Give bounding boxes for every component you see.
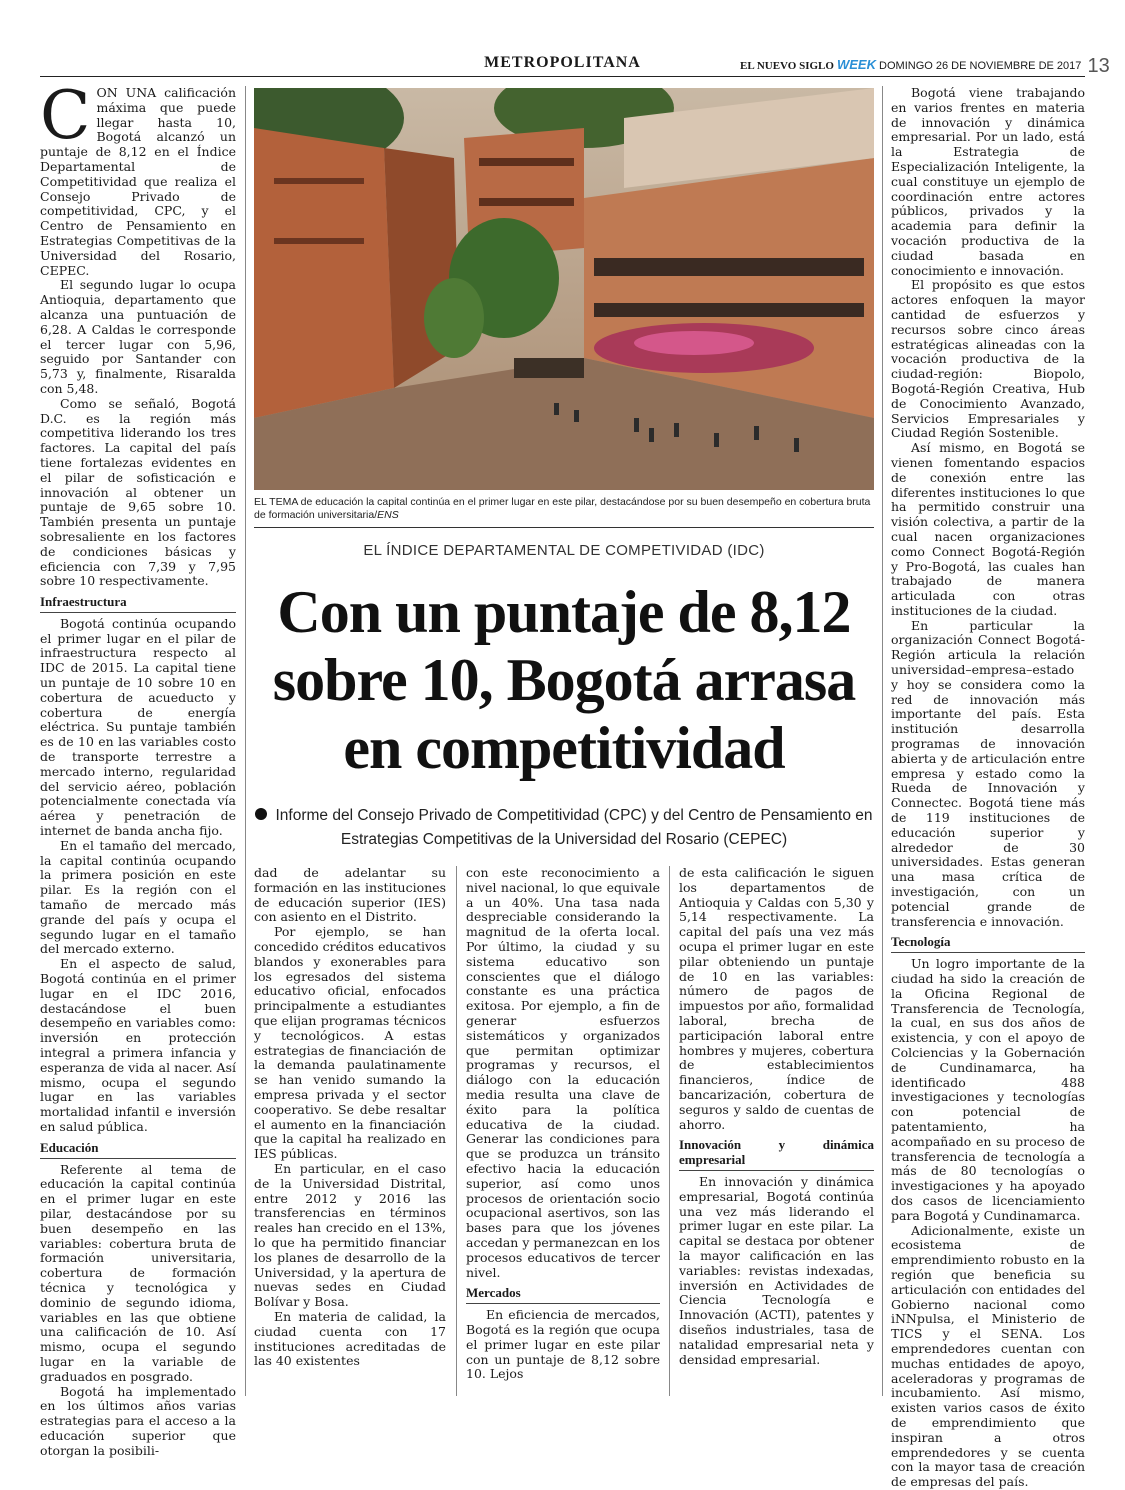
paragraph: En innovación y dinámica empresarial, Bogotá continúa una vez más liderando el primer lugar en este pilar. La capital se destaca por obtener la mayor calificación en las variables: revistas indexadas, inversión en Actividades de Ciencia Tecnología e Innovación (ACTI), patentes y diseños industriales, tasa de natalidad empresarial neta y densidad empresarial. (679, 1173, 874, 1367)
paragraph: Bogotá viene trabajando en varios frentes en materia de innovación y dinámica empresarial. Por un lado, está la Estrategia de Especialización Inteligente, la cual constituye un ejemplo de coordinación entre actores públicos, privados y la academia para definir la vocación productiva de la ciudad basada en conocimiento e innovación. (891, 85, 1085, 278)
paragraph: de esta calificación le siguen los departamentos de Antioquia y Caldas con 5,30 y 5,14 respectivamente. La capital del país una vez más ocupa el primer lugar en este pilar obteniendo un puntaje de 10 en las variables: número de pagos de impuestos por año, formalidad laboral, brecha de participación laboral entre hombres y mujeres, cobertura de establecimientos financieros, índice de bancarización, cobertura de seguros y saldo de cuentas de ahorro. (679, 865, 874, 1132)
paragraph: dad de adelantar su formación en las instituciones de educación superior (IES) con asiento en el Distrito. (254, 865, 446, 925)
masthead-info (740, 55, 1110, 78)
column-1 (40, 77, 236, 1459)
column-3 (466, 866, 660, 1382)
page-number: 13 (1087, 55, 1110, 77)
paragraph: En materia de calidad, la ciudad cuenta con 17 instituciones acreditadas de las 40 existentes (254, 1308, 446, 1369)
column-divider (669, 866, 670, 1396)
article-kicker: EL ÍNDICE DEPARTAMENTAL DE COMPETIVIDAD (IDC) (363, 542, 765, 559)
photo-credit: ENS (377, 509, 399, 521)
subheading-tecnologia: Tecnología (891, 935, 1085, 953)
paragraph: En el tamaño del mercado, la capital continúa ocupando la primera posición en este pilar. Es la región con el tamaño de mercado más grande del país y ocupa el segundo lugar en el tamaño del mercado externo. (40, 837, 236, 957)
paragraph: El propósito es que estos actores enfoquen la mayor cantidad de esfuerzos y recursos sobre cinco áreas estratégicas alineadas con la vocación productiva de la ciudad-región: Biopolo, Bogotá-Región Creativa, Hub de Conocimiento Avanzado, Servicios Empresariales y Ciudad Región Sostenible. (891, 277, 1085, 441)
article-headline: Con un puntaje de 8,12 sobre 10, Bogotá arrasa en competitividad (272, 579, 856, 781)
edition-name: WEEK (836, 57, 876, 72)
paragraph: En eficiencia de mercados, Bogotá es la región que ocupa el primer lugar en este pilar con un puntaje de 8,12 sobre 10. Lejos (466, 1307, 660, 1382)
lead-paragraph: CON UNA calificación máxima que puede llegar hasta 10, Bogotá alcanzó un puntaje de 8,12 en el Índice Departamental de Competitividad que realiza el Consejo Privado de competitividad, CPC, y el Centro de Pensamiento en Estrategias Competitivas de la Universidad del Rosario, CEPEC. (40, 77, 236, 278)
campus-photo (254, 88, 874, 490)
caption-rule (254, 527, 874, 528)
paragraph: En particular, en el caso de la Universidad Distrital, entre 2012 y 2016 las transferencias en términos reales han crecido en el 13%, lo que ha permitido financiar los planes de desarrollo de la Universidad, y la apertura de nuevas sedes en Ciudad Bolívar y Bosa. (254, 1160, 446, 1310)
paragraph: Bogotá continúa ocupando el primer lugar en el pilar de infraestructura respecto al IDC de 2015. La capital tiene un puntaje de 10 sobre 10 en cobertura de acueducto y cobertura de energía eléctrica. Su puntaje también es de 10 en las variables costo de transporte terrestre a mercado interno, regularidad del servicio aéreo, población potencialmente conectada vía aérea y penetración de internet de banda ancha fijo. (40, 615, 236, 839)
paragraph: En particular la organización Connect Bogotá-Región articula la relación universidad–empresa–estado y hoy se considera como la red de innovación más importante del país. Esta institución desarrolla programas de innovación abierta y de articulación entre empresa y estado como la Rueda de Innovación y Connectec. Bogotá tiene más de 119 instituciones de educación superior y alrededor de 30 universidades. Estas generan una masa crítica de investigación, con un potencial grande de transferencia e innovación. (891, 617, 1085, 929)
paragraph: El segundo lugar lo ocupa Antioquia, departamento que alcanza una puntuación de 6,28. A Caldas le corresponde el tercer lugar con 5,96, seguido por Santander con 5,73 y, finalmente, Risaralda con 5,48. (40, 277, 236, 396)
paragraph: Como se señaló, Bogotá D.C. es la región más competitiva liderando los tres factores. La capital del país tiene fortalezas evidentes en el pilar de sofisticación e innovación al obtener un puntaje de 9,65 sobre 10. También presenta un puntaje sobresaliente en los factores de condiciones básicas y eficiencia con 7,39 y 7,95 sobre 10 respectivamente. (40, 395, 236, 589)
section-name: METROPOLITANA (484, 54, 641, 71)
issue-date: DOMINGO 26 DE NOVIEMBRE DE 2017 (879, 60, 1082, 72)
paragraph: Así mismo, en Bogotá se vienen fomentando espacios de conexión entre las diferentes instituciones lo que ha permitido construir una visión colectiva, a partir de la cual nacen organizaciones como Connect Bogotá-Región y Pro-Bogotá, las cuales han trabajado de manera articulada con otras instituciones de la ciudad. (891, 440, 1085, 618)
bullet-icon (255, 808, 267, 820)
column-2 (254, 866, 446, 1369)
column-5 (891, 86, 1085, 1490)
header-rule (40, 76, 1085, 77)
campus-photo-illustration (254, 88, 874, 490)
article-subhead: Informe del Consejo Privado de Competitividad (CPC) y del Centro de Pensamiento en Estrategias Competitivas de la Universidad del Rosario (CEPEC) (254, 804, 874, 852)
subheading-educacion: Educación (40, 1141, 236, 1159)
paragraph: Un logro importante de la ciudad ha sido la creación de la Oficina Regional de Transferencia de Tecnología, la cual, en sus dos años de existencia, y con el apoyo de Colciencias y la Gobernación de Cundinamarca, ha identificado 488 investigaciones y tecnologías con potencial de patentamiento, ha acompañado en su proceso de transferencia de tecnología a más de 80 tecnologías o investigaciones y ha apoyado dos casos de licenciamiento para Bogotá y Cundinamarca. (891, 956, 1085, 1223)
subheading-mercados: Mercados (466, 1286, 660, 1304)
paragraph: Adicionalmente, existe un ecosistema de emprendimiento robusto en la región que beneficia su articulación con entidades del Gobierno nacional como iNNpulsa, el Ministerio de TICS y el SENA. Los emprendedores cuentan con muchas entidades de apoyo, aceleradoras y programas de incubamiento. Así mismo, existen varios casos de éxito de emprendimiento que inspiran a otros emprendedores y se cuenta con la mayor tasa de creación de empresas del país. (891, 1222, 1085, 1490)
subheading-innovacion: Innovación y dinámica empresarial (679, 1138, 874, 1171)
paragraph: Por ejemplo, se han concedido créditos educativos blandos y exonerables para los egresados del sistema educativo oficial, enfocados principalmente a estudiantes que elijan programas técnicos y tecnológicos. A estas estrategias de financiación de la demanda paulatinamente se han venido sumando la empresa privada y el sector cooperativo. Se debe resaltar el aumento en la financiación que la capital ha realizado en IES públicas. (254, 924, 446, 1162)
drop-cap: C (40, 77, 91, 154)
paragraph: con este reconocimiento a nivel nacional, lo que equivale a un 40%. Una tasa nada despreciable considerando la magnitud de la oferta local. Por último, la ciudad y su sistema educativo son conscientes que el diálogo constante es una práctica exitosa. Por ejemplo, a fin de generar esfuerzos sistemáticos y organizados que permitan optimizar programas y recursos, el diálogo con la educación media resulta una clave de éxito para la política educativa de la ciudad. Generar las condiciones para que se produzca un tránsito efectivo hacia la educación superior, así como unos procesos de orientación socio ocupacional asertivos, son las bases para que los jóvenes accedan y permanezcan en los procesos educativos de tercer nivel. (466, 865, 660, 1280)
newspaper-name: EL NUEVO SIGLO (740, 60, 834, 72)
photo-caption: EL TEMA de educación la capital continúa en el primer lugar en este pilar, destacándose por su buen desempeño en cobertura bruta de formación universitaria/ENS (254, 496, 871, 521)
column-divider (245, 86, 246, 1396)
column-divider (882, 86, 883, 1396)
column-divider (456, 866, 457, 1396)
paragraph: Referente al tema de educación la capital continúa en el primer lugar en este pilar, destacándose por su buen desempeño en las variables: cobertura bruta de formación universitaria, cobertura de formación técnica y tecnológica y dominio de segundo idioma, variables en las que obtiene una calificación de 10. Así mismo, ocupa el segundo lugar en la variable de graduados en posgrado. (40, 1161, 236, 1384)
column-4 (679, 866, 874, 1367)
subheading-infraestructura: Infraestructura (40, 595, 236, 613)
paragraph: Bogotá ha implementado en los últimos años varias estrategias para el acceso a la educación superior que otorgan la posibili- (40, 1383, 236, 1458)
paragraph: En el aspecto de salud, Bogotá continúa en el primer lugar en el IDC 2016, destacándose el buen desempeño en variables como: inversión en protección integral a primera infancia y esperanza de vida al nacer. Así mismo, ocupa el segundo lugar en las variables mortalidad infantil e inversión en salud pública. (40, 956, 236, 1134)
